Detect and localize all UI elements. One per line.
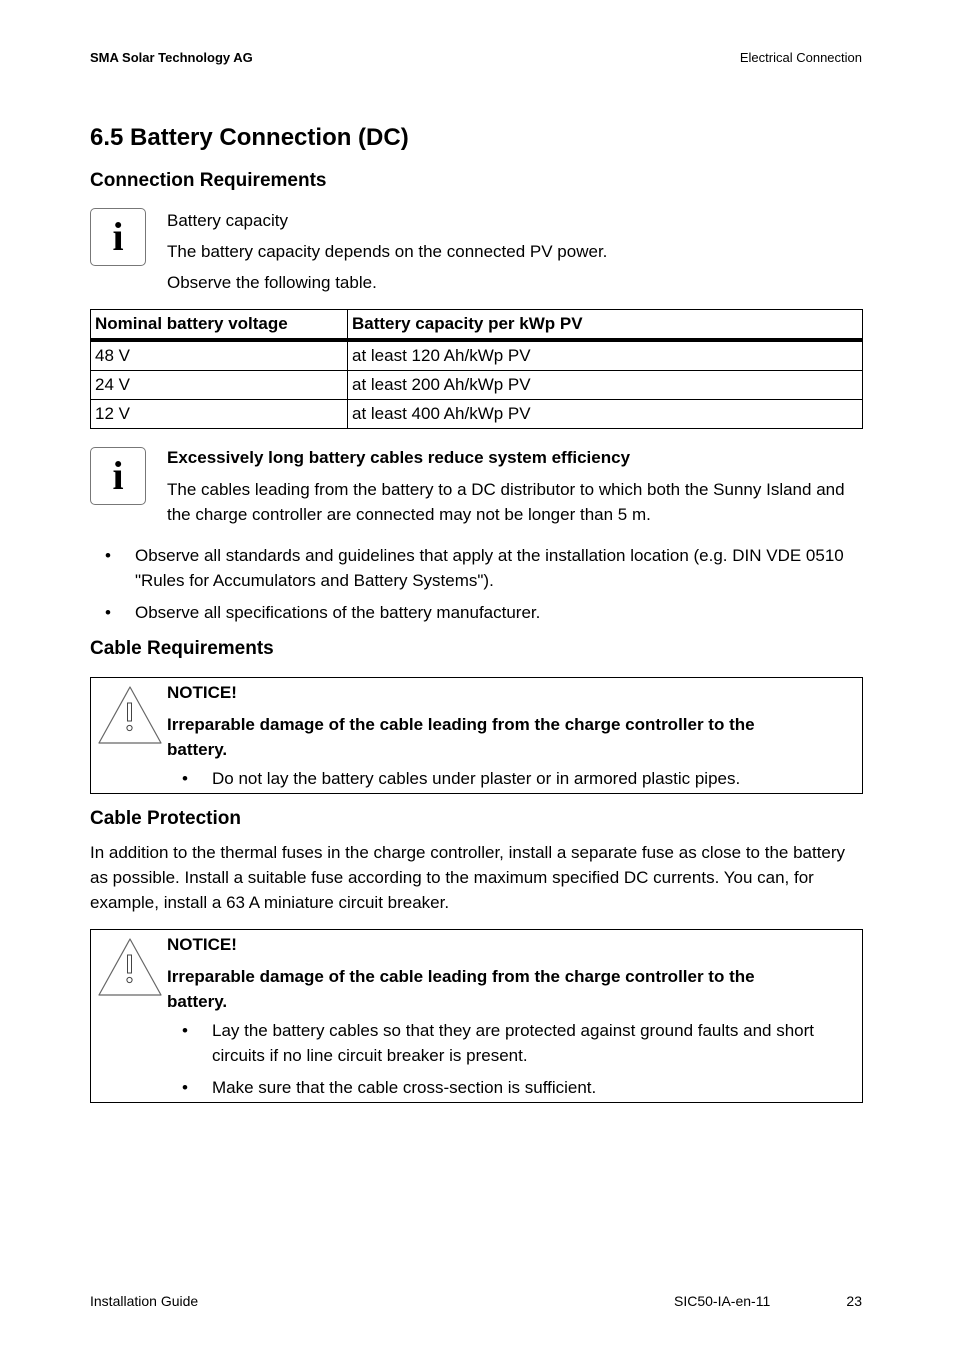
info-battery-capacity-label: Battery capacity	[167, 211, 288, 230]
table-cell-voltage: 24 V	[91, 371, 348, 400]
header-company: SMA Solar Technology AG	[90, 50, 253, 65]
footer-doc-code: SIC50-IA-en-11	[674, 1293, 771, 1309]
info-observe-table: Observe the following table.	[167, 273, 377, 292]
bullet-icon: •	[105, 546, 111, 565]
list-item	[105, 543, 875, 593]
notice-title-1: Irreparable damage of the cable leading from the charge controller to the	[167, 715, 755, 734]
footer-page-number: 23	[846, 1293, 862, 1309]
notice-title-2: battery.	[167, 992, 228, 1011]
info-battery-capacity-text: The battery capacity depends on the connected PV power.	[167, 242, 608, 261]
info-cable-length-text-1: The cables leading from the battery to a DC distributor to which both the Sunny Island and	[167, 480, 845, 499]
battery-capacity-table	[90, 309, 863, 429]
info-icon: i	[90, 208, 146, 266]
header-section: Electrical Connection	[739, 50, 862, 65]
heading-cable-protection: Cable Protection	[90, 808, 241, 829]
table-row	[91, 340, 863, 371]
table-cell-capacity: at least 200 Ah/kWp PV	[348, 371, 863, 400]
bullet-icon: •	[182, 769, 188, 788]
cable-protection-para-2: as possible. Install a suitable fuse according to the maximum specified DC currents. You can, for	[90, 868, 814, 887]
bullet-icon: •	[105, 603, 111, 622]
notice-box	[90, 929, 863, 1103]
info-cable-length-title: Excessively long battery cables reduce system efficiency	[167, 448, 631, 467]
footer-doc-title: Installation Guide	[90, 1293, 199, 1309]
info-icon: i	[90, 447, 146, 505]
info-cable-length-text-2: the charge controller are connected may not be longer than 5 m.	[167, 505, 651, 524]
list-item-text-2: circuits if no line circuit breaker is present.	[212, 1046, 528, 1065]
table-header-voltage: Nominal battery voltage	[91, 310, 348, 341]
list-item	[105, 600, 875, 625]
table-cell-capacity: at least 400 Ah/kWp PV	[348, 400, 863, 429]
table-header-row	[91, 310, 863, 341]
notice-title-1: Irreparable damage of the cable leading from the charge controller to the	[167, 967, 755, 986]
cable-protection-para-1: In addition to the thermal fuses in the charge controller, install a separate fuse as close to the battery	[90, 843, 846, 862]
list-item	[182, 766, 852, 791]
notice-title-2: battery.	[167, 740, 228, 759]
table-row	[91, 400, 863, 429]
bullet-icon: •	[182, 1021, 188, 1040]
list-item-text-2: "Rules for Accumulators and Battery Systems").	[135, 571, 494, 590]
heading-connection-requirements: Connection Requirements	[90, 170, 327, 191]
warning-icon	[96, 684, 164, 746]
list-item	[182, 1018, 852, 1068]
warning-icon	[96, 936, 164, 998]
table-row	[91, 371, 863, 400]
list-item-text-1: Observe all standards and guidelines that apply at the installation location (e.g. DIN VDE 0510	[135, 546, 844, 565]
notice-label: NOTICE!	[167, 935, 237, 954]
table-cell-capacity: at least 120 Ah/kWp PV	[348, 340, 863, 371]
list-item-text: Do not lay the battery cables under plaster or in armored plastic pipes.	[212, 769, 741, 788]
heading-cable-requirements: Cable Requirements	[90, 638, 274, 659]
page-title: 6.5 Battery Connection (DC)	[90, 124, 409, 151]
list-item-text: Make sure that the cable cross-section is sufficient.	[212, 1078, 597, 1097]
notice-label: NOTICE!	[167, 683, 237, 702]
notice-box	[90, 677, 863, 794]
cable-protection-para-3: example, install a 63 A miniature circuit breaker.	[90, 893, 450, 912]
table-cell-voltage: 48 V	[91, 340, 348, 371]
list-item	[182, 1075, 852, 1100]
table-cell-voltage: 12 V	[91, 400, 348, 429]
list-item-text: Observe all specifications of the battery manufacturer.	[135, 603, 541, 622]
list-item-text-1: Lay the battery cables so that they are protected against ground faults and short	[212, 1021, 814, 1040]
table-header-capacity: Battery capacity per kWp PV	[348, 310, 863, 341]
bullet-icon: •	[182, 1078, 188, 1097]
